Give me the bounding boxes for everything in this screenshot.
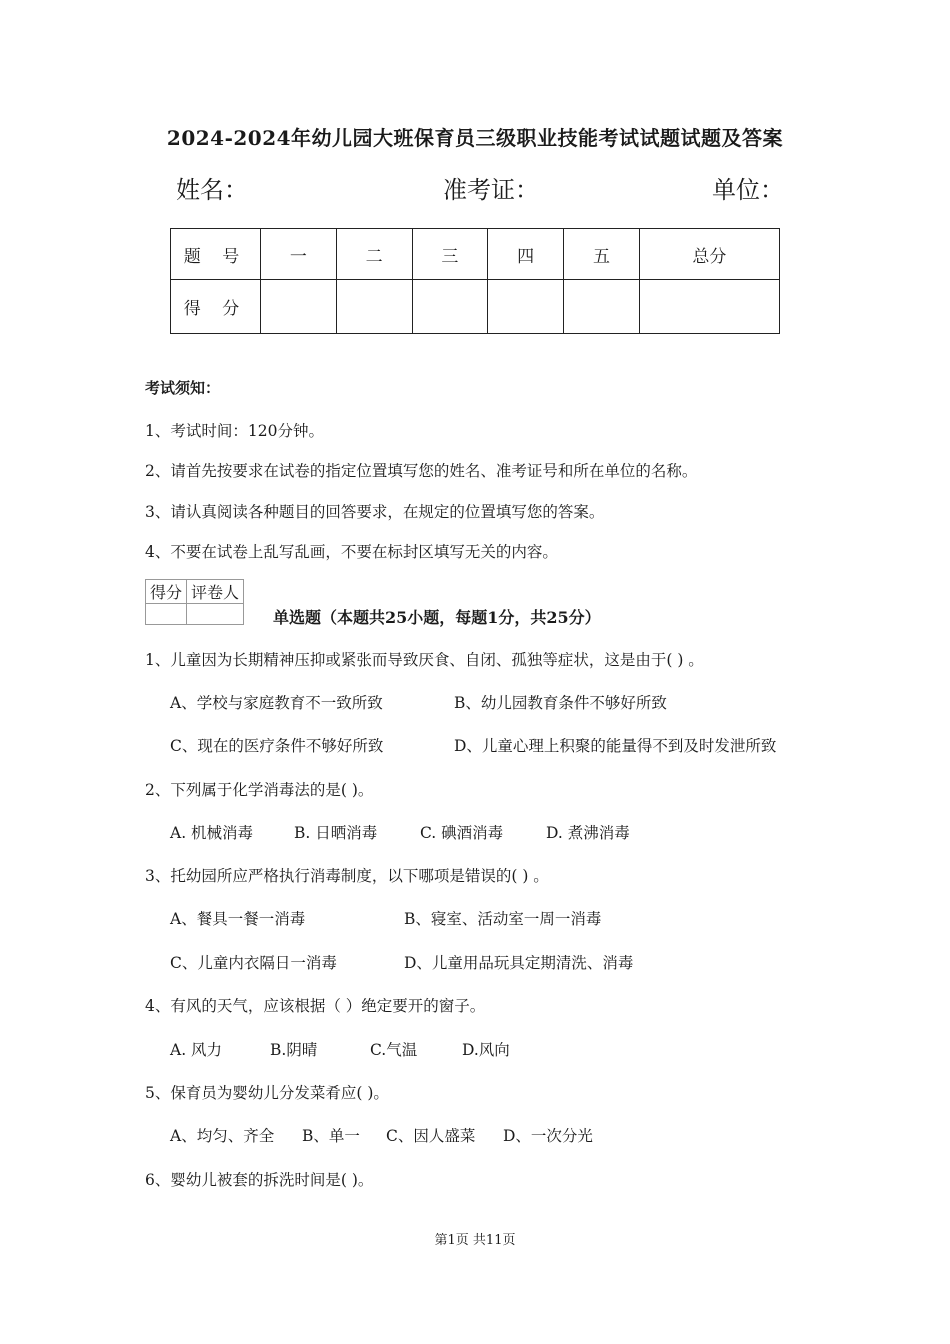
page-footer: 第1页 共11页 [434,1233,516,1248]
question-number-label: 题 号 [171,229,261,280]
option-c: C、因人盛菜 [386,1127,476,1145]
question-text: 6、婴幼儿被套的拆洗时间是( )。 [145,1171,374,1189]
option-b: B、单一 [302,1127,360,1145]
section-4-header: 四 [488,229,564,280]
score-cell-2[interactable] [336,280,412,334]
grader-score-label: 得分 [146,580,187,604]
score-table-score-row [171,280,780,334]
question-text: 5、保育员为婴幼儿分发菜肴应( )。 [145,1084,389,1102]
option-d: D、一次分光 [503,1127,593,1145]
page-title: 2024-2024年幼儿园大班保育员三级职业技能考试试题试题及答案 [166,126,784,150]
score-cell-total[interactable] [639,280,779,334]
option-c: C、现在的医疗条件不够好所致 [170,737,384,755]
option-a: A、餐具一餐一消毒 [170,910,306,928]
notice-item: 2、请首先按要求在试卷的指定位置填写您的姓名、准考证号和所在单位的名称。 [145,462,698,480]
section-2-header: 二 [336,229,412,280]
total-header: 总分 [639,229,779,280]
option-d: D.风向 [462,1041,510,1059]
question-text: 4、有风的天气，应该根据（ ）绝定要开的窗子。 [145,997,486,1015]
section-1-header: 一 [261,229,337,280]
score-table [170,228,780,334]
score-cell-3[interactable] [412,280,488,334]
section-3-header: 三 [412,229,488,280]
score-table-header-row [171,229,780,280]
name-field-label: 姓名： [176,176,248,204]
section-5-header: 五 [564,229,640,280]
option-b: B. 日晒消毒 [294,824,378,842]
option-d: D、儿童用品玩具定期清洗、消毒 [404,954,634,972]
option-a: A、均匀、齐全 [170,1127,275,1145]
question-text: 2、下列属于化学消毒法的是( )。 [145,781,374,799]
unit-field-label: 单位： [712,176,784,204]
score-cell-4[interactable] [488,280,564,334]
notice-item: 3、请认真阅读各种题目的回答要求，在规定的位置填写您的答案。 [145,503,605,521]
question-text: 3、托幼园所应严格执行消毒制度，以下哪项是错误的( ) 。 [145,867,549,885]
option-a: A. 风力 [170,1041,223,1059]
option-b: B、寝室、活动室一周一消毒 [404,910,602,928]
score-cell-1[interactable] [261,280,337,334]
section-title: 单选题（本题共25小题，每题1分，共25分） [273,608,601,627]
notice-item: 4、不要在试卷上乱写乱画，不要在标封区填写无关的内容。 [145,543,558,561]
grader-name-label: 评卷人 [187,580,244,604]
option-c: C. 碘酒消毒 [420,824,504,842]
option-b: B、幼儿园教育条件不够好所致 [454,694,667,712]
score-label: 得 分 [171,280,261,334]
option-d: D、儿童心理上积聚的能量得不到及时发泄所致 [454,737,777,755]
grader-box [145,579,244,625]
grader-name-cell[interactable] [187,604,244,625]
grader-score-cell[interactable] [146,604,187,625]
exam-id-field-label: 准考证： [443,176,539,204]
option-c: C.气温 [370,1041,418,1059]
option-a: A. 机械消毒 [170,824,254,842]
option-b: B.阴晴 [270,1041,318,1059]
score-cell-5[interactable] [564,280,640,334]
option-c: C、儿童内衣隔日一消毒 [170,954,337,972]
option-d: D. 煮沸消毒 [546,824,630,842]
notice-heading: 考试须知： [145,379,221,397]
question-text: 1、儿童因为长期精神压抑或紧张而导致厌食、自闭、孤独等症状，这是由于( ) 。 [145,651,704,669]
notice-item: 1、考试时间：120分钟。 [145,422,324,440]
option-a: A、学校与家庭教育不一致所致 [170,694,383,712]
